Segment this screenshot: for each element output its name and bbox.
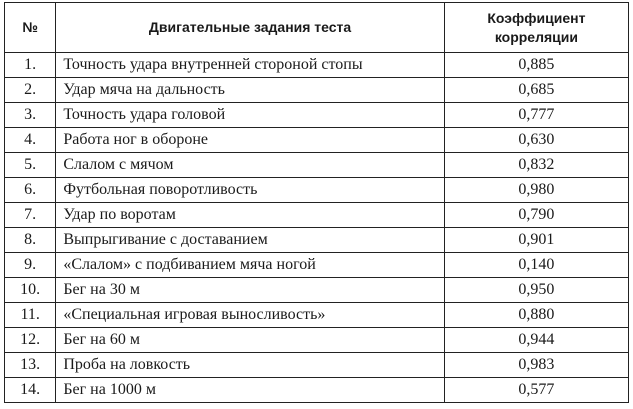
row-coefficient: 0,630 bbox=[444, 128, 628, 153]
table-header bbox=[5, 3, 629, 53]
table-row bbox=[5, 228, 629, 253]
header-row bbox=[5, 3, 629, 53]
row-number: 8. bbox=[5, 228, 56, 253]
row-task: Бег на 60 м bbox=[56, 328, 444, 353]
row-number: 13. bbox=[5, 353, 56, 378]
table-row bbox=[5, 203, 629, 228]
row-coefficient: 0,980 bbox=[444, 178, 628, 203]
table-body bbox=[5, 53, 629, 403]
row-number: 5. bbox=[5, 153, 56, 178]
row-number: 9. bbox=[5, 253, 56, 278]
row-coefficient: 0,944 bbox=[444, 328, 628, 353]
header-coefficient: Коэффициент корреляции bbox=[444, 3, 628, 53]
table-row bbox=[5, 78, 629, 103]
row-coefficient: 0,577 bbox=[444, 378, 628, 403]
row-task: «Специальная игровая выносливость» bbox=[56, 303, 444, 328]
row-task: Выпрыгивание с доставанием bbox=[56, 228, 444, 253]
row-task: Слалом с мячом bbox=[56, 153, 444, 178]
row-task: Точность удара внутренней стороной стопы bbox=[56, 53, 444, 78]
header-number: № bbox=[5, 3, 56, 53]
row-task: Удар по воротам bbox=[56, 203, 444, 228]
row-number: 11. bbox=[5, 303, 56, 328]
table-row bbox=[5, 128, 629, 153]
row-task: Удар мяча на дальность bbox=[56, 78, 444, 103]
row-coefficient: 0,777 bbox=[444, 103, 628, 128]
row-number: 1. bbox=[5, 53, 56, 78]
table-row bbox=[5, 253, 629, 278]
row-task: Проба на ловкость bbox=[56, 353, 444, 378]
row-task: Бег на 1000 м bbox=[56, 378, 444, 403]
row-number: 6. bbox=[5, 178, 56, 203]
row-task: Работа ног в обороне bbox=[56, 128, 444, 153]
row-task: Футбольная поворотливость bbox=[56, 178, 444, 203]
table-row bbox=[5, 378, 629, 403]
row-coefficient: 0,685 bbox=[444, 78, 628, 103]
table-row bbox=[5, 153, 629, 178]
row-number: 14. bbox=[5, 378, 56, 403]
table-row bbox=[5, 278, 629, 303]
table-row bbox=[5, 353, 629, 378]
row-number: 4. bbox=[5, 128, 56, 153]
row-coefficient: 0,983 bbox=[444, 353, 628, 378]
row-coefficient: 0,885 bbox=[444, 53, 628, 78]
row-number: 12. bbox=[5, 328, 56, 353]
row-number: 10. bbox=[5, 278, 56, 303]
table-row bbox=[5, 178, 629, 203]
table-row bbox=[5, 328, 629, 353]
row-number: 7. bbox=[5, 203, 56, 228]
row-coefficient: 0,832 bbox=[444, 153, 628, 178]
table-row bbox=[5, 103, 629, 128]
row-task: Бег на 30 м bbox=[56, 278, 444, 303]
row-coefficient: 0,950 bbox=[444, 278, 628, 303]
correlation-table bbox=[4, 2, 629, 403]
row-number: 3. bbox=[5, 103, 56, 128]
table-row bbox=[5, 53, 629, 78]
row-coefficient: 0,140 bbox=[444, 253, 628, 278]
table-row bbox=[5, 303, 629, 328]
row-coefficient: 0,790 bbox=[444, 203, 628, 228]
row-coefficient: 0,880 bbox=[444, 303, 628, 328]
row-number: 2. bbox=[5, 78, 56, 103]
row-coefficient: 0,901 bbox=[444, 228, 628, 253]
row-task: «Слалом» с подбиванием мяча ногой bbox=[56, 253, 444, 278]
row-task: Точность удара головой bbox=[56, 103, 444, 128]
header-task: Двигательные задания теста bbox=[56, 3, 444, 53]
